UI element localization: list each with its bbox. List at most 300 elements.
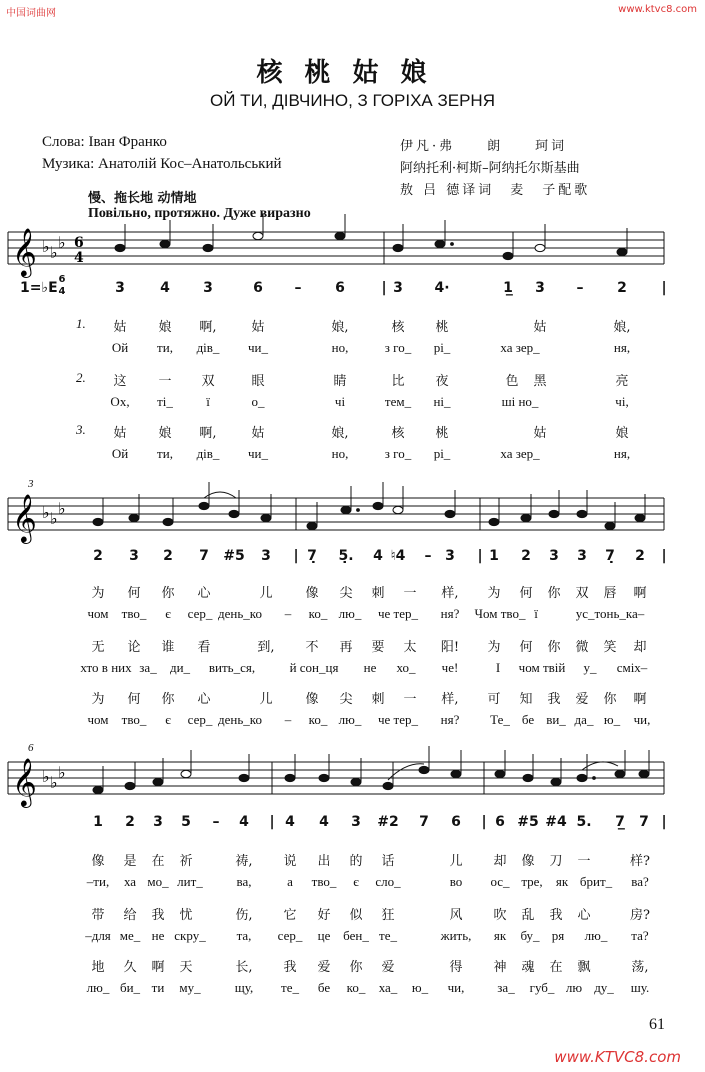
lyric-syllable: 是 <box>123 854 137 869</box>
lyric-syllable: ня, <box>613 446 631 461</box>
lyric-syllable: 啊 <box>151 960 165 975</box>
lyric-syllable: 你 <box>547 640 561 655</box>
lyric-syllable: та, <box>236 928 252 943</box>
lyric-syllable: 姑 <box>533 426 547 441</box>
lyric-syllable: 一 <box>403 692 417 707</box>
jianpu-note: #5 <box>223 548 245 564</box>
lyric-syllable: 娘, <box>331 320 349 335</box>
lyric-syllable: 啊 <box>633 586 647 601</box>
lyric-syllable: ди_ <box>169 660 191 675</box>
lyric-syllable: 夜 <box>435 374 449 389</box>
lyric-syllable: ї <box>206 394 210 409</box>
lyric-syllable: сер_ <box>187 712 213 727</box>
flat-icon: ♭ <box>50 243 58 262</box>
jianpu-note: 4 <box>373 548 383 564</box>
lyric-syllable: 桃 <box>435 320 449 335</box>
lyric-syllable: 娘 <box>158 426 172 441</box>
jianpu-note: 3 <box>577 548 587 564</box>
lyric-syllable: за_ <box>139 660 157 675</box>
lyric-syllable: му_ <box>179 980 201 995</box>
lyric-syllable: 眼 <box>251 374 265 389</box>
lyric-syllable: тво_ <box>121 712 147 727</box>
jianpu-barline: | <box>381 280 387 296</box>
lyric-syllable: Ой <box>111 340 129 355</box>
lyric-syllable: це <box>317 928 331 943</box>
lyric-syllable: 天 <box>179 960 193 975</box>
lyric-syllable: брит_ <box>579 874 613 889</box>
lyric-syllable: бу_ <box>520 928 540 943</box>
lyric-syllable: 的 <box>349 854 363 869</box>
lyric-syllable: 啊 <box>633 692 647 707</box>
jianpu-note: 2 <box>125 814 135 830</box>
lyric-syllable: 尖 <box>339 586 353 601</box>
lyric-syllable: ти, <box>157 446 173 461</box>
lyric-syllable: не <box>151 928 165 943</box>
lyric-syllable: во <box>449 874 463 889</box>
watermark-top-left: 中国词曲网 <box>6 8 56 19</box>
lyric-syllable: ня? <box>440 606 460 621</box>
lyric-syllable: сер_ <box>187 606 213 621</box>
lyrics-ua-v2 <box>0 660 705 682</box>
lyric-syllable: ко_ <box>346 980 366 995</box>
lyric-syllable: вить_ся, <box>208 660 256 675</box>
song-title: 核桃姑娘 <box>256 58 449 88</box>
lyric-syllable: 我 <box>549 908 563 923</box>
lyric-syllable: ви_ <box>546 712 566 727</box>
lyric-syllable: 魂 <box>521 960 535 975</box>
lyric-syllable: чи, <box>633 712 651 727</box>
flat-icon: ♭ <box>42 767 50 786</box>
staff-system-2 <box>0 488 705 548</box>
lyric-syllable: да_ <box>574 712 594 727</box>
lyric-syllable: 核 <box>391 426 405 441</box>
lyric-syllable: рі_ <box>433 340 451 355</box>
lyric-syllable: 这 <box>113 374 127 389</box>
lyrics-ua-v3 <box>0 712 705 734</box>
lyric-syllable: 给 <box>123 908 137 923</box>
lyric-syllable: – <box>284 712 292 727</box>
lyric-syllable: ня, <box>613 340 631 355</box>
lyric-syllable: ти, <box>157 340 173 355</box>
lyric-syllable: лит_ <box>177 874 203 889</box>
jianpu-note: 7̣ <box>307 548 317 564</box>
lyric-syllable: ва? <box>631 874 649 889</box>
lyric-syllable: 你 <box>603 692 617 707</box>
jianpu-row-1 <box>0 274 705 304</box>
lyric-syllable: 姑 <box>113 426 127 441</box>
lyric-syllable: о_ <box>251 394 265 409</box>
lyric-syllable: 姑 <box>251 320 265 335</box>
jianpu-note: 4· <box>434 280 450 296</box>
jianpu-time-num: 6 <box>58 274 66 285</box>
lyric-syllable: ос_ <box>490 874 510 889</box>
jianpu-note: 2 <box>617 280 627 296</box>
lyric-syllable: чом твій <box>518 660 566 675</box>
measure-number: 6 <box>28 742 34 754</box>
lyric-syllable: дів_ <box>196 446 220 461</box>
lyric-syllable: 为 <box>487 586 501 601</box>
lyric-syllable: ю_ <box>603 712 621 727</box>
lyric-syllable: бен_ <box>343 928 369 943</box>
jianpu-note: 3 <box>351 814 361 830</box>
jianpu-note: 7 <box>199 548 209 564</box>
jianpu-time-den: 4 <box>58 286 66 297</box>
jianpu-note: 6 <box>495 814 505 830</box>
lyric-syllable: 何 <box>127 586 141 601</box>
lyric-syllable: 黑 <box>533 374 547 389</box>
lyric-syllable: 像 <box>521 854 535 869</box>
jianpu-note: 2 <box>93 548 103 564</box>
lyrics-cn-v1 <box>0 316 705 338</box>
lyric-syllable: 爱 <box>575 692 589 707</box>
lyric-syllable: хто в них <box>80 660 132 675</box>
lyric-syllable: 娘, <box>613 320 631 335</box>
lyric-syllable: 刀 <box>549 854 563 869</box>
lyric-syllable: 啊, <box>199 426 217 441</box>
lyric-syllable: 谁 <box>161 640 175 655</box>
lyric-syllable: 尖 <box>339 692 353 707</box>
jianpu-note: 2 <box>521 548 531 564</box>
jianpu-note: 5̣. <box>338 548 354 564</box>
jianpu-note: 3 <box>153 814 163 830</box>
music-credit-cn: 阿纳托利·柯斯–阿纳托尔斯基曲 <box>400 161 580 176</box>
lyric-syllable: 样, <box>441 692 459 707</box>
lyric-syllable: не <box>363 660 377 675</box>
lyric-syllable: 我 <box>547 692 561 707</box>
lyric-syllable: скру_ <box>174 928 206 943</box>
jianpu-note: 6 <box>335 280 345 296</box>
lyric-syllable: 微 <box>575 640 589 655</box>
lyric-syllable: ря <box>551 928 565 943</box>
lyric-syllable: 亮 <box>615 374 629 389</box>
lyric-syllable: 娘 <box>615 426 629 441</box>
lyric-syllable: 到, <box>257 640 275 655</box>
jianpu-barline: | <box>661 280 667 296</box>
lyric-syllable: сміх– <box>616 660 648 675</box>
lyric-syllable: 你 <box>161 586 175 601</box>
lyrics-ua-v3 <box>0 980 705 1002</box>
jianpu-note: | <box>661 548 667 564</box>
lyric-syllable: 太 <box>403 640 417 655</box>
lyric-syllable: 心 <box>197 692 211 707</box>
lyric-syllable: Те_ <box>490 712 510 727</box>
lyric-syllable: хо_ <box>396 660 416 675</box>
lyric-syllable: бе <box>521 712 535 727</box>
lyric-syllable: ха_ <box>378 980 398 995</box>
jianpu-note: 7 <box>419 814 429 830</box>
jianpu-note: 3 <box>129 548 139 564</box>
lyric-syllable: 话 <box>381 854 395 869</box>
jianpu-note: 7̣ <box>605 548 615 564</box>
jianpu-dash: – <box>576 280 584 296</box>
lyric-syllable: 何 <box>519 640 533 655</box>
lyrics-credit-cn: 伊凡·弗 朗 珂词 <box>400 139 568 154</box>
lyric-syllable: 你 <box>349 960 363 975</box>
staff-system-3 <box>0 752 705 812</box>
lyric-syllable: те_ <box>379 928 397 943</box>
jianpu-note: 3 <box>549 548 559 564</box>
page-number: 61 <box>649 1016 665 1033</box>
jianpu-note: 4 <box>319 814 329 830</box>
lyric-syllable: 房? <box>630 908 650 923</box>
lyrics-cn-v2 <box>0 904 705 926</box>
treble-clef-icon: 𝄞 <box>12 757 37 806</box>
lyric-syllable: 无 <box>91 640 105 655</box>
jianpu-note: 2 <box>163 548 173 564</box>
watermark-bottom-right: www.KTVC8.com <box>554 1048 681 1066</box>
lyrics-cn-v2 <box>0 370 705 392</box>
lyric-syllable: І <box>495 660 501 675</box>
lyric-syllable: ус_тонь_ка– <box>575 606 645 621</box>
lyric-syllable: 双 <box>575 586 589 601</box>
jianpu-note: | <box>293 548 299 564</box>
lyric-syllable: 长, <box>235 960 253 975</box>
jianpu-note: #2 <box>377 814 399 830</box>
lyric-syllable: 再 <box>339 640 353 655</box>
lyric-syllable: чи_ <box>248 340 268 355</box>
staff-system-1 <box>0 222 705 282</box>
lyric-syllable: 地 <box>91 960 105 975</box>
lyric-syllable: 姑 <box>251 426 265 441</box>
lyric-syllable: 为 <box>487 640 501 655</box>
jianpu-note: 6 <box>253 280 263 296</box>
treble-clef-icon: 𝄞 <box>12 227 37 276</box>
lyrics-cn-v2 <box>0 636 705 658</box>
lyric-syllable: 忧 <box>179 908 193 923</box>
lyric-syllable: 好 <box>317 908 331 923</box>
lyric-syllable: ня? <box>440 712 460 727</box>
lyric-syllable: сло_ <box>375 874 401 889</box>
lyric-syllable: но, <box>331 340 349 355</box>
lyrics-cn-v3 <box>0 422 705 444</box>
translator-credit-cn: 敖 吕 德译词 麦 子配歌 <box>400 183 591 198</box>
lyric-syllable: 睛 <box>333 374 347 389</box>
jianpu-note: 7 <box>639 814 649 830</box>
lyric-syllable: че тер_ <box>377 712 419 727</box>
lyric-syllable: 它 <box>283 908 297 923</box>
lyric-syllable: 样, <box>441 586 459 601</box>
lyric-syllable: 一 <box>403 586 417 601</box>
tempo-marking-cn: 慢、拖长地 动情地 <box>88 191 197 206</box>
lyric-syllable: тво_ <box>311 874 337 889</box>
lyric-syllable: 我 <box>151 908 165 923</box>
lyric-syllable: но, <box>331 446 349 461</box>
lyric-syllable: ме_ <box>119 928 141 943</box>
measure-number: 3 <box>28 478 34 490</box>
lyric-syllable: 像 <box>305 586 319 601</box>
lyric-syllable: чом <box>87 606 109 621</box>
jianpu-note: | <box>481 814 487 830</box>
lyric-syllable: 却 <box>493 854 507 869</box>
lyric-syllable: 狂 <box>381 908 395 923</box>
lyric-syllable: тем_ <box>384 394 412 409</box>
lyric-syllable: як <box>555 874 569 889</box>
lyric-syllable: чі <box>334 394 346 409</box>
time-sig-num: 6 <box>74 235 84 251</box>
jianpu-note: – <box>212 814 220 830</box>
lyric-syllable: чі, <box>615 394 629 409</box>
lyric-syllable: 儿 <box>449 854 463 869</box>
verse-number: 1. <box>76 316 86 331</box>
lyric-syllable: 桃 <box>435 426 449 441</box>
lyrics-ua-v3 <box>0 446 705 468</box>
jianpu-row-3 <box>0 814 705 838</box>
jianpu-note: 3 <box>535 280 545 296</box>
lyric-syllable: мо_ <box>147 874 169 889</box>
lyric-syllable: 儿 <box>259 586 273 601</box>
lyric-syllable: 娘 <box>158 320 172 335</box>
lyric-syllable: би_ <box>119 980 141 995</box>
time-sig-den: 4 <box>74 250 84 266</box>
lyrics-cn-v1 <box>0 582 705 604</box>
lyric-syllable: ха <box>123 874 137 889</box>
flat-icon: ♭ <box>42 503 50 522</box>
lyric-syllable: 笑 <box>603 640 617 655</box>
lyric-syllable: лю <box>565 980 583 995</box>
lyric-syllable: 看 <box>197 640 211 655</box>
jianpu-note: 5 <box>181 814 191 830</box>
lyric-syllable: день_ко <box>218 712 262 727</box>
lyric-syllable: є <box>353 874 359 889</box>
jianpu-note: 7̲ <box>615 814 625 830</box>
lyric-syllable: 祷, <box>235 854 253 869</box>
jianpu-note: #4 <box>545 814 567 830</box>
lyric-syllable: є <box>165 712 171 727</box>
verse-number: 2. <box>76 370 86 385</box>
lyric-syllable: ті_ <box>157 394 173 409</box>
lyric-syllable: сер_ <box>277 928 303 943</box>
lyric-syllable: те_ <box>281 980 299 995</box>
lyric-syllable: – <box>284 606 292 621</box>
lyric-syllable: 为 <box>91 692 105 707</box>
lyric-syllable: 核 <box>391 320 405 335</box>
lyric-syllable: че тер_ <box>377 606 419 621</box>
lyric-syllable: за_ <box>497 980 515 995</box>
lyric-syllable: че! <box>441 660 459 675</box>
jianpu-note: – <box>424 548 432 564</box>
lyric-syllable: ва, <box>236 874 252 889</box>
lyric-syllable: ї <box>534 606 538 621</box>
lyric-syllable: тре, <box>521 874 543 889</box>
flat-icon: ♭ <box>58 763 66 782</box>
lyric-syllable: 何 <box>127 692 141 707</box>
lyric-syllable: –для <box>85 928 111 943</box>
lyric-syllable: лю_ <box>86 980 110 995</box>
jianpu-note: 3 <box>393 280 403 296</box>
jianpu-note: | <box>661 814 667 830</box>
lyric-syllable: з го_ <box>384 446 412 461</box>
watermark-top-right: www.ktvc8.com <box>618 4 697 15</box>
lyric-syllable: ко_ <box>308 606 328 621</box>
lyric-syllable: бе <box>317 980 331 995</box>
lyric-syllable: 唇 <box>603 586 617 601</box>
lyrics-ua-v1 <box>0 874 705 896</box>
jianpu-note: 3 <box>445 548 455 564</box>
flat-icon: ♭ <box>50 509 58 528</box>
lyric-syllable: 论 <box>127 640 141 655</box>
lyric-syllable: 色 <box>505 374 519 389</box>
jianpu-note: 3 <box>203 280 213 296</box>
lyrics-ua-v2 <box>0 394 705 416</box>
lyrics-cn-v1 <box>0 850 705 872</box>
lyric-syllable: ду_ <box>594 980 614 995</box>
lyric-syllable: 一 <box>577 854 591 869</box>
jianpu-note: ♮4 <box>390 548 406 564</box>
lyric-syllable: лю_ <box>338 712 362 727</box>
lyric-syllable: 姑 <box>113 320 127 335</box>
lyric-syllable: й сон_ця <box>289 660 339 675</box>
lyrics-ua-v1 <box>0 340 705 362</box>
lyric-syllable: жить, <box>440 928 472 943</box>
jianpu-row-2 <box>0 548 705 572</box>
lyric-syllable: ха зер_ <box>500 446 540 461</box>
jianpu-note: 4 <box>239 814 249 830</box>
lyric-syllable: 不 <box>305 640 319 655</box>
lyric-syllable: дів_ <box>196 340 220 355</box>
lyric-syllable: 何 <box>519 586 533 601</box>
lyric-syllable: 刺 <box>371 586 385 601</box>
lyric-syllable: лю_ <box>338 606 362 621</box>
flat-icon: ♭ <box>58 499 66 518</box>
lyric-syllable: 一 <box>158 374 172 389</box>
lyrics-cn-v3 <box>0 688 705 710</box>
lyric-syllable: 为 <box>91 586 105 601</box>
jianpu-note: 5. <box>576 814 592 830</box>
lyric-syllable: чом <box>87 712 109 727</box>
lyric-syllable: 说 <box>283 854 297 869</box>
lyric-syllable: 知 <box>519 692 533 707</box>
lyric-syllable: 爱 <box>317 960 331 975</box>
verse-number: 3. <box>76 422 86 437</box>
lyric-syllable: –ти, <box>86 874 110 889</box>
lyric-syllable: є <box>165 606 171 621</box>
lyric-syllable: 爱 <box>381 960 395 975</box>
lyrics-cn-v3 <box>0 956 705 978</box>
lyric-syllable: 我 <box>283 960 297 975</box>
song-subtitle: ОЙ ТИ, ДІВЧИНО, З ГОРІХА ЗЕРНЯ <box>210 91 495 110</box>
lyric-syllable: 在 <box>151 854 165 869</box>
jianpu-note: 6 <box>451 814 461 830</box>
lyric-syllable: губ_ <box>529 980 555 995</box>
lyrics-ua-v1 <box>0 606 705 628</box>
lyric-syllable: та? <box>631 928 649 943</box>
lyrics-credit-ua: Слова: Іван Франко <box>42 134 167 150</box>
jianpu-note: 4 <box>285 814 295 830</box>
jianpu-note: 1 <box>489 548 499 564</box>
jianpu-note: #5 <box>517 814 539 830</box>
lyric-syllable: тво_ <box>121 606 147 621</box>
lyric-syllable: 儿 <box>259 692 273 707</box>
flat-icon: ♭ <box>42 237 50 256</box>
jianpu-note: | <box>269 814 275 830</box>
jianpu-note: 1 <box>93 814 103 830</box>
treble-clef-icon: 𝄞 <box>12 493 37 542</box>
lyric-syllable: ю_ <box>411 980 429 995</box>
lyric-syllable: Чом тво_ <box>474 606 526 621</box>
lyric-syllable: 似 <box>349 908 363 923</box>
lyric-syllable: Ой <box>111 446 129 461</box>
lyric-syllable: 风 <box>449 908 463 923</box>
music-credit-ua: Музика: Анатолій Кос–Анатольський <box>42 156 282 172</box>
lyric-syllable: 娘, <box>331 426 349 441</box>
tempo-marking-ua: Повільно, протяжно. Дуже виразно <box>88 206 311 221</box>
flat-icon: ♭ <box>50 773 58 792</box>
lyric-syllable: 荡, <box>631 960 649 975</box>
lyric-syllable: рі_ <box>433 446 451 461</box>
lyric-syllable: 久 <box>123 960 137 975</box>
jianpu-note: | <box>477 548 483 564</box>
lyric-syllable: 吹 <box>493 908 507 923</box>
